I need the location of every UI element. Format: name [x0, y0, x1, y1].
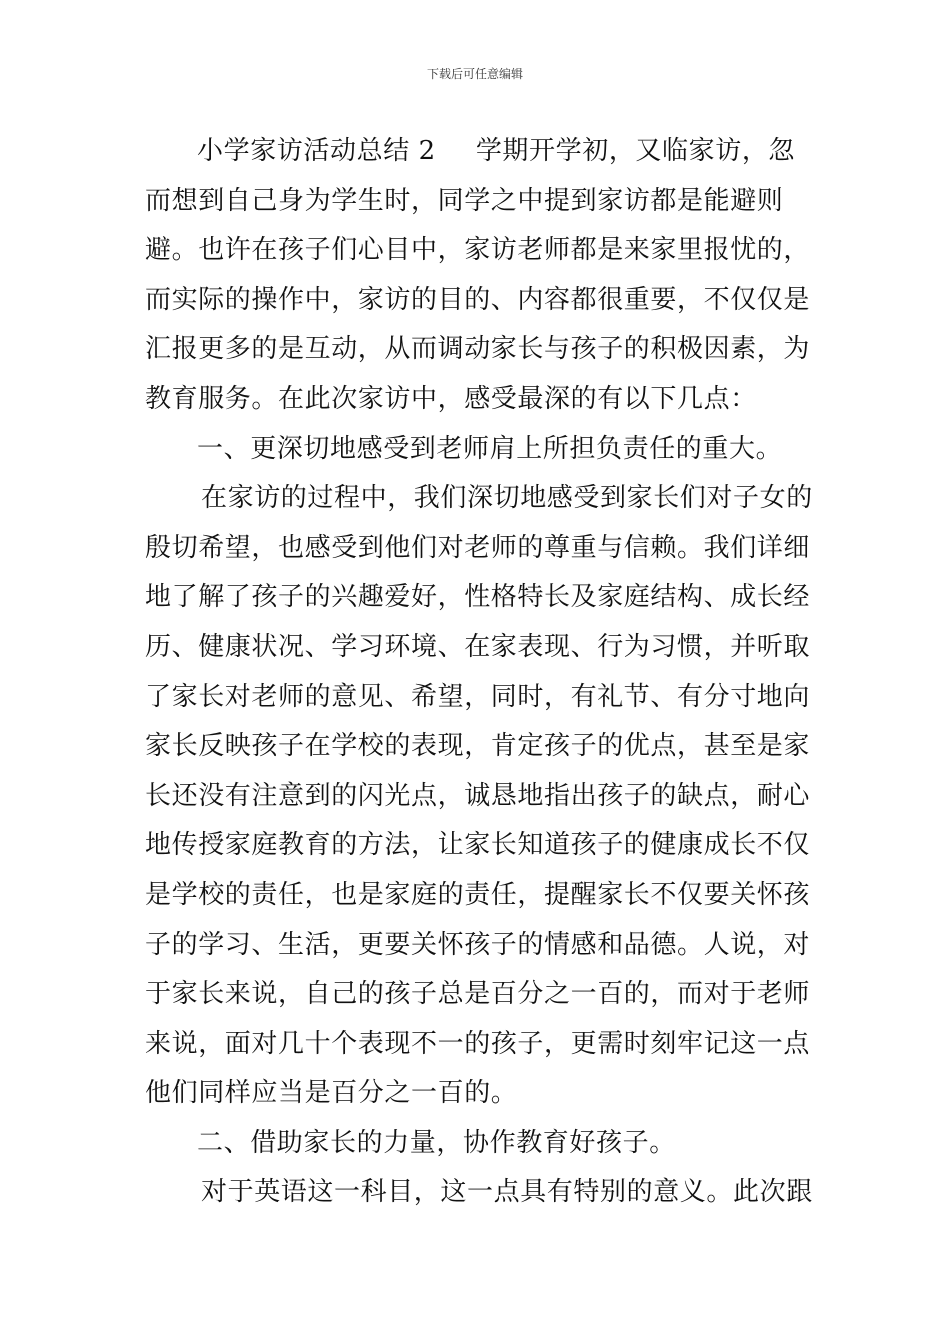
header-note: 下载后可任意编辑: [426, 67, 523, 81]
intro-text: 学期开学初，又临家访，忽而想到自己身为学生时，同学之中提到家访都是能避则避。也许在孩子们心目中，家访老师都是来家里报忧的，而实际的操作中，家访的目的、内容都很重要，不仅仅是汇报更多的是互动，从而调动家长与孩子的积极因素，为教育服务。在此次家访中，感受最深的有以下几点：: [145, 136, 811, 414]
document-body: [145, 127, 815, 1218]
section-2-body: 对于英语这一科目，这一点具有特别的意义。此次跟: [201, 1177, 813, 1208]
intro-paragraph: [145, 127, 815, 425]
section-1-heading: 一、更深切地感受到老师肩上所担负责任的重大。: [197, 433, 783, 464]
section-1-body: 在家访的过程中，我们深切地感受到家长们对子女的殷切希望，也感受到他们对老师的尊重与信赖。我们详细地了解了孩子的兴趣爱好，性格特长及家庭结构、成长经历、健康状况、学习环境、在家表现、行为习惯，并听取了家长对老师的意见、希望，同时，有礼节、有分寸地向家长反映孩子在学校的表现，肯定孩子的优点，甚至是家长还没有注意到的闪光点，诚恳地指出孩子的缺点，耐心地传授家庭教育的方法，让家长知道孩子的健康成长不仅是学校的责任，也是家庭的责任，提醒家长不仅要关怀孩子的学习、生活，更要关怀孩子的情感和品德。人说，对于家长来说，自己的孩子总是百分之一百的，而对于老师来说，面对几十个表现不一的孩子，更需时刻牢记这一点他们同样应当是百分之一百的。: [145, 483, 813, 1109]
document-title: 小学家访活动总结 2: [197, 136, 436, 166]
section-2-heading: 二、借助家长的力量，协作教育好孩子。: [197, 1127, 676, 1158]
